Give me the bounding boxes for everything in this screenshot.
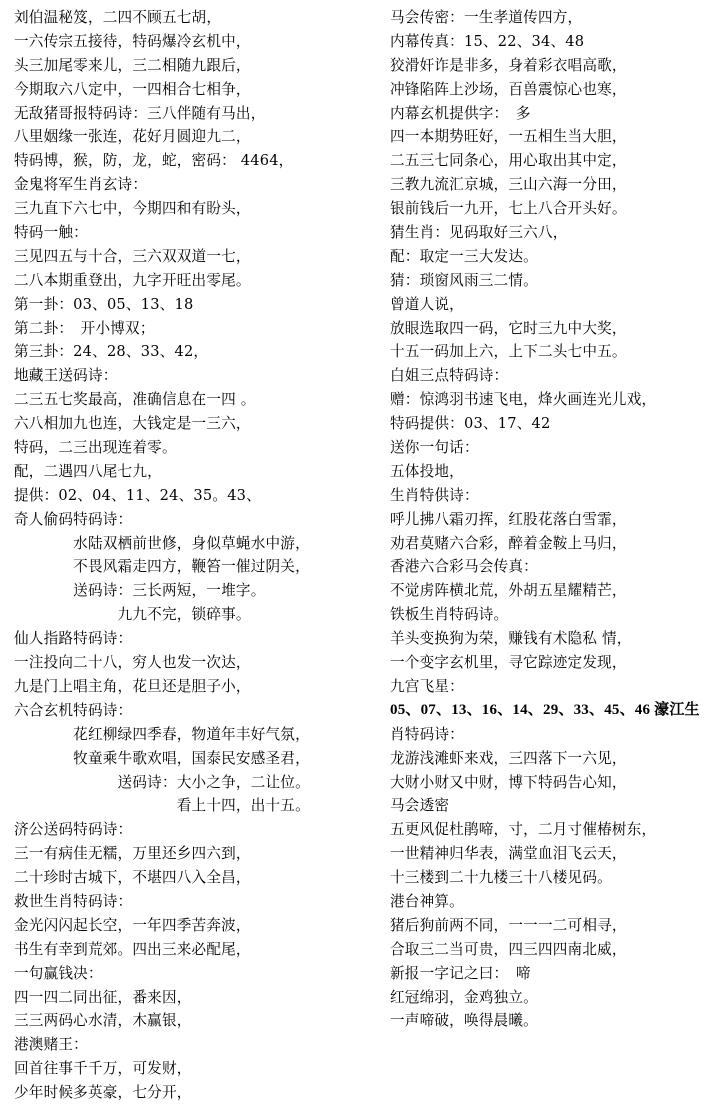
text-line: 特码博，猴，防，龙，蛇，密码： 4464， [14,152,294,170]
text-line: 提供：02、04、11、24、35。43、 [14,486,261,504]
text-line: 十三楼到二十九楼三十八楼见码。 [390,869,612,887]
text-line: 内幕玄机提供字： 多 [390,104,531,122]
text-line: 合取三二当可贵，四三四四南北威， [390,940,627,958]
text-line: 红冠绵羽，金鸡独立。 [390,988,538,1006]
text-line: 生肖特供诗： [390,486,479,504]
text-line: 马会传密：一生孝道传四方， [390,9,583,26]
text-line: 一世精神归华表，满堂血泪飞云天， [390,845,627,863]
text-line: 金鬼将军生肖玄诗： [14,176,148,194]
text-line: 仙人指路特码诗： [14,630,133,648]
text-line: 二五三七同条心，用心取出其中定， [390,152,627,170]
text-line: 三教九流汇京城，三山六海一分田， [390,176,627,194]
left-column [14,6,369,1105]
text-line: 港台神算。 [390,892,464,910]
text-line: 送你一句话： [390,439,479,457]
text-line: 一注投向二十八，穷人也发一次达， [14,654,251,672]
text-line: 第一卦：03、05、13、18 [14,295,194,313]
text-line: 看上十四，出十五。 [14,797,310,815]
text-line: 六合玄机特码诗： [14,701,133,719]
text-line: 香港六合彩马会传真： [390,558,538,576]
text-line: 一句赢钱决： [14,964,103,982]
text-line: 羊头变换狗为荣，赚钱有术隐私 情， [390,630,632,648]
text-line: 五体投地， [390,462,464,480]
right-column [390,6,723,1033]
text-line: 新报一字记之曰： 啼 [390,964,531,982]
text-line: 二十珍时古城下，不堪四八入全昌， [14,869,251,887]
text-line: 龙游浅滩虾来戏，三四落下一六见， [390,749,627,767]
text-line: 三一有病佳无糯，万里还乡四六到， [14,845,251,863]
text-line: 救世生肖特码诗： [14,892,133,910]
text-line: 大财小财又中财，博下特码告心知， [390,773,627,791]
text-line: 五更风促杜鹃啼，寸，二月寸催椿树东， [390,821,657,839]
text-line: 牧童乘牛歌欢唱，国泰民安感圣君， [14,749,310,767]
text-line: 猪后狗前两不同，一一一二可相寻， [390,916,627,934]
text-line: 特码一触： [14,224,88,242]
text-line: 不畏风霜走四方，鞭笞一催过阴关， [14,558,310,576]
text-line: 四一四二同出征，番来因， [14,988,192,1006]
text-line: 二八本期重登出，九字开旺出零尾。 [14,271,251,289]
text-line: 肖特码诗： [390,725,464,743]
text-line: 冲锋陷阵上沙场，百兽震惊心也寒， [390,80,627,98]
text-line: 三见四五与十合，三六双双道一七， [14,247,251,265]
text-line: 马会透密 [390,797,450,815]
text-line: 回首往事千千万，可发财， [14,1060,192,1078]
text-line: 今期取六八定中，一四相合七相争， [14,80,251,98]
text-line: 九是门上唱主角，花旦还是胆子小， [14,677,251,695]
text-line: 九宫飞星： [390,677,464,695]
text-line: 第三卦：24、28、33、42， [14,343,209,361]
text-line: 三九直下六七中，今期四和有盼头， [14,200,251,218]
text-line: 一六传宗五接待，特码爆冷玄机中， [14,32,251,50]
text-line: 济公送码特码诗： [14,821,133,839]
text-line: 三三两码心水清，木赢银， [14,1012,192,1030]
text-line: 特码，二三出现连着零。 [14,439,177,457]
text-line: 头三加尾零来儿，三二相随九跟后， [14,56,251,74]
text-line: 放眼选取四一码，它时三九中大奖， [390,319,627,337]
text-line: 四一本期势旺好，一五相生当大胆， [390,128,627,146]
text-line: 花红柳绿四季春，物道年丰好气氛， [14,725,310,743]
text-line: 二三五七奖最高，准确信息在一四 。 [14,391,256,409]
text-line: 呼儿拂八霜刃挥，红股花落白雪霏， [390,510,627,528]
text-line: 水陆双栖前世修，身似草蝇水中游， [14,534,310,552]
text-line: 书生有幸到荒郊。四出三来必配尾， [14,940,251,958]
text-line: 铁板生肖特码诗。 [390,606,509,624]
text-line: 白姐三点特码诗： [390,367,509,385]
text-line: 狡滑奸诈是非多，身着彩衣唱高歌， [390,56,627,74]
text-line: 送码诗：三长两短，一堆字。 [14,582,266,600]
text-line: 八里姻缘一张连，花好月圆迎九二， [14,128,251,146]
text-line: 05、07、13、16、14、29、33、45、46 濠江生 [390,701,700,718]
text-line: 银前钱后一九开，七上八合开头好。 [390,200,627,218]
text-line: 特码提供：03、17、42 [390,415,551,433]
text-line: 六八相加九也连，大钱定是一三六， [14,415,251,433]
text-line: 内幕传真：15、22、34、48 [390,32,585,50]
text-line: 猜生肖：见码取好三六八， [390,224,568,242]
text-line: 不觉虏阵横北荒，外胡五星耀精芒， [390,582,627,600]
text-line: 猜：琐窗风雨三二情。 [390,271,538,289]
text-line: 第二卦： 开小博双； [14,319,155,337]
text-line: 九九不完，锁碎事。 [14,606,251,624]
text-line: 金光闪闪起长空，一年四季苦奔波， [14,916,251,934]
text-line: 地藏王送码诗： [14,367,118,385]
text-line: 送码诗：大小之争，二让位。 [14,773,310,791]
text-line: 配：取定一三大发达。 [390,247,538,265]
text-line: 曾道人说， [390,295,464,313]
text-line: 刘伯温秘笈，二四不顾五七胡， [14,9,222,26]
text-line: 无敌猪哥报特码诗：三八伴随有马出， [14,104,266,122]
text-line: 一个变字玄机里，寻它踪迹定发现， [390,654,627,672]
text-line: 配，二遇四八尾七九， [14,462,162,480]
text-line: 十五一码加上六，上下二头七中五。 [390,343,627,361]
text-line: 赠：惊鸿羽书速飞电，烽火画连光儿戏， [390,391,657,409]
text-line: 一声啼破，唤得晨曦。 [390,1012,538,1030]
text-line: 劝君莫赌六合彩，醉着金鞍上马归， [390,534,627,552]
text-line: 港澳赌王： [14,1036,88,1054]
text-line: 奇人偷码特码诗： [14,510,133,528]
text-line: 少年时候多英豪，七分开， [14,1084,192,1102]
